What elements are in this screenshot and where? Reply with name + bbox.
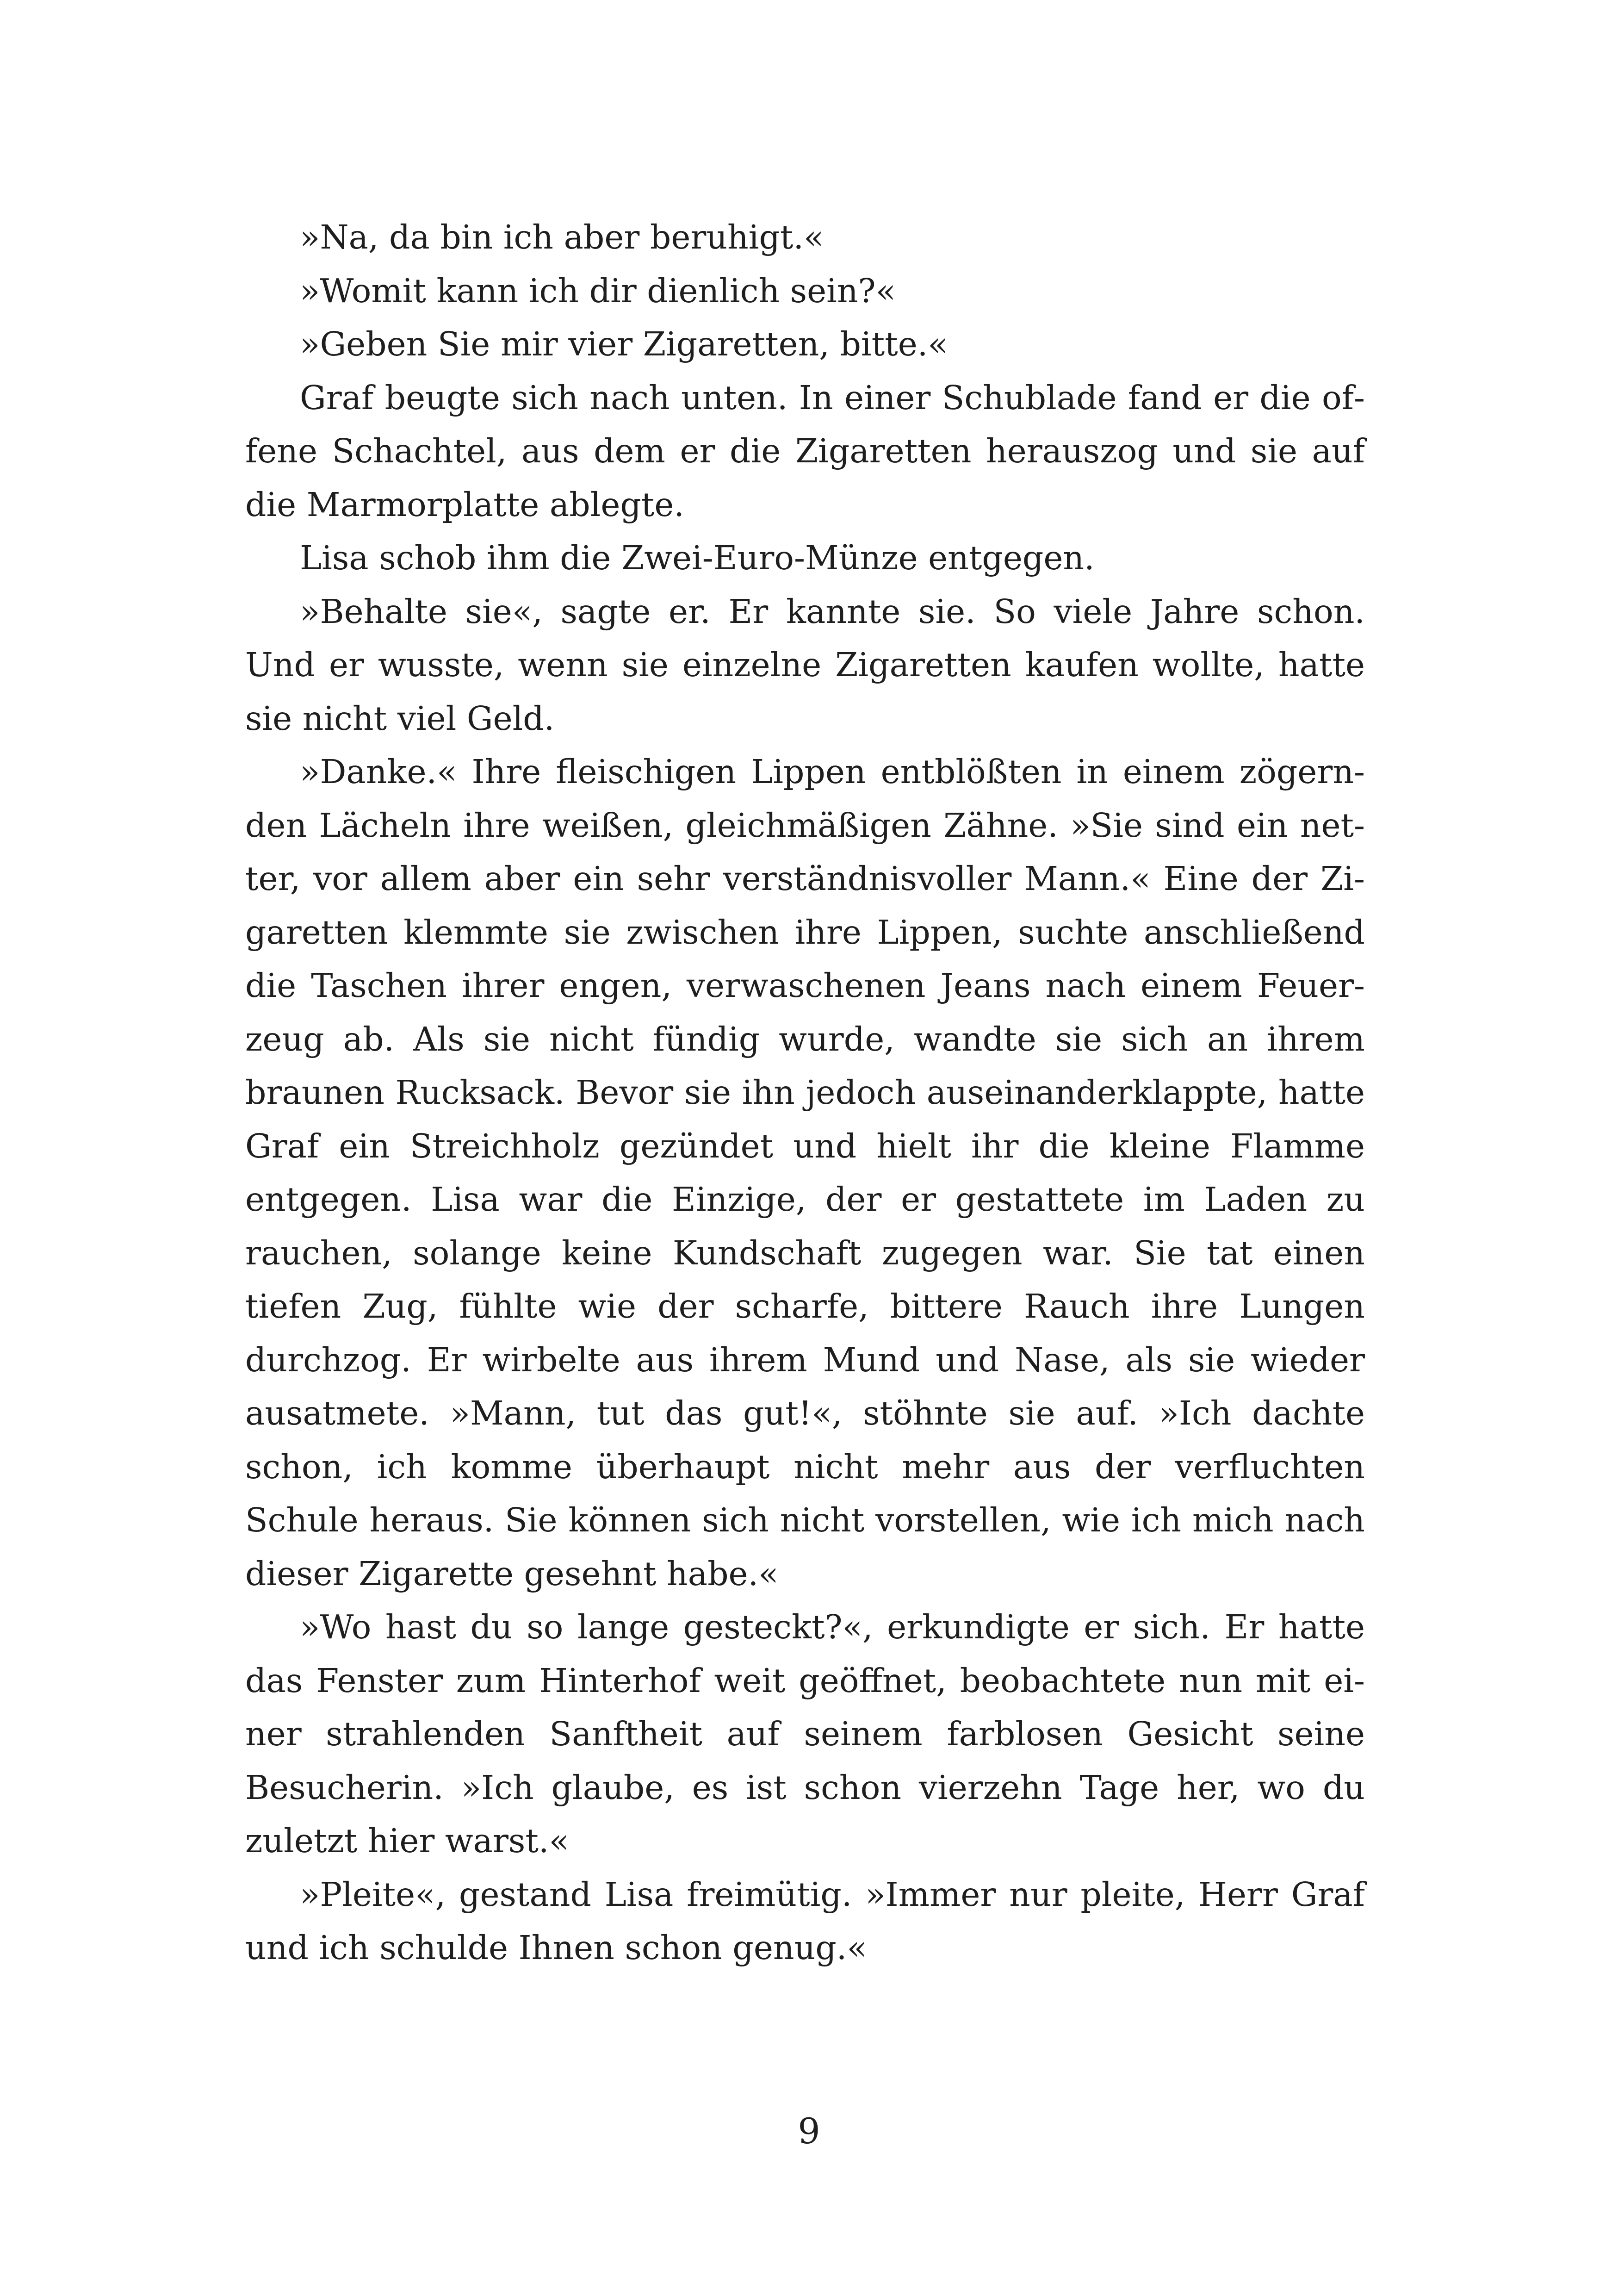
paragraph: »Womit kann ich dir dienlich sein?« xyxy=(300,271,896,310)
paragraph: »Na, da bin ich aber beruhigt.« xyxy=(300,218,824,256)
paragraph: Graf beugte sich nach unten. In einer Schublade fand er die offene Schachtel, aus dem er die Zigaretten herauszog und sie auf die Marmorplatte ablegte. xyxy=(245,378,1365,524)
body-text xyxy=(245,211,1365,1975)
paragraph: »Geben Sie mir vier Zigaretten, bitte.« xyxy=(300,325,948,363)
paragraph: »Danke.« Ihre fleischigen Lippen entblößten in einem zögernden Lächeln ihre weißen, gleichmäßigen Zähne. »Sie sind ein netter, vor allem aber ein sehr verständnisvoller Mann.« Eine der Zigaretten klemmte sie zwischen ihre Lippen, suchte anschließend die Taschen ihrer engen, verwaschenen Jeans nach einem Feuerzeug ab. Als sie nicht fündig wurde, wandte sie sich an ihrem braunen Rucksack. Bevor sie ihn jedoch auseinanderklappte, hatte Graf ein Streichholz gezündet und hielt ihr die kleine Flamme entgegen. Lisa war die Einzige, der er gestattete im Laden zu rauchen, solange keine Kundschaft zugegen war. Sie tat einen tiefen Zug, fühlte wie der scharfe, bittere Rauch ihre Lungen durchzog. Er wirbelte aus ihrem Mund und Nase, als sie wieder ausatmete. »Mann, tut das gut!«, stöhnte sie auf. »Ich dachte schon, ich komme überhaupt nicht mehr aus der verfluchten Schule heraus. Sie können sich nicht vorstellen, wie ich mich nach dieser Zigarette gesehnt habe.« xyxy=(245,753,1365,1593)
paragraph: »Behalte sie«, sagte er. Er kannte sie. So viele Jahre schon. Und er wusste, wenn sie einzelne Zigaretten kaufen wollte, hatte sie nicht viel Geld. xyxy=(245,592,1365,738)
paragraph: »Wo hast du so lange gesteckt?«, erkundigte er sich. Er hatte das Fenster zum Hinterhof weit geöffnet, beobachtete nun mit einer strahlenden Sanftheit auf seinem farblosen Gesicht seine Besucherin. »Ich glaube, es ist schon vierzehn Tage her, wo du zuletzt hier warst.« xyxy=(245,1608,1365,1860)
paragraph: »Pleite«, gestand Lisa freimütig. »Immer nur pleite, Herr Graf und ich schulde Ihnen schon genug.« xyxy=(245,1875,1365,1967)
page-number: 9 xyxy=(798,2110,820,2152)
paragraph: Lisa schob ihm die Zwei-Euro-Münze entgegen. xyxy=(300,539,1095,577)
